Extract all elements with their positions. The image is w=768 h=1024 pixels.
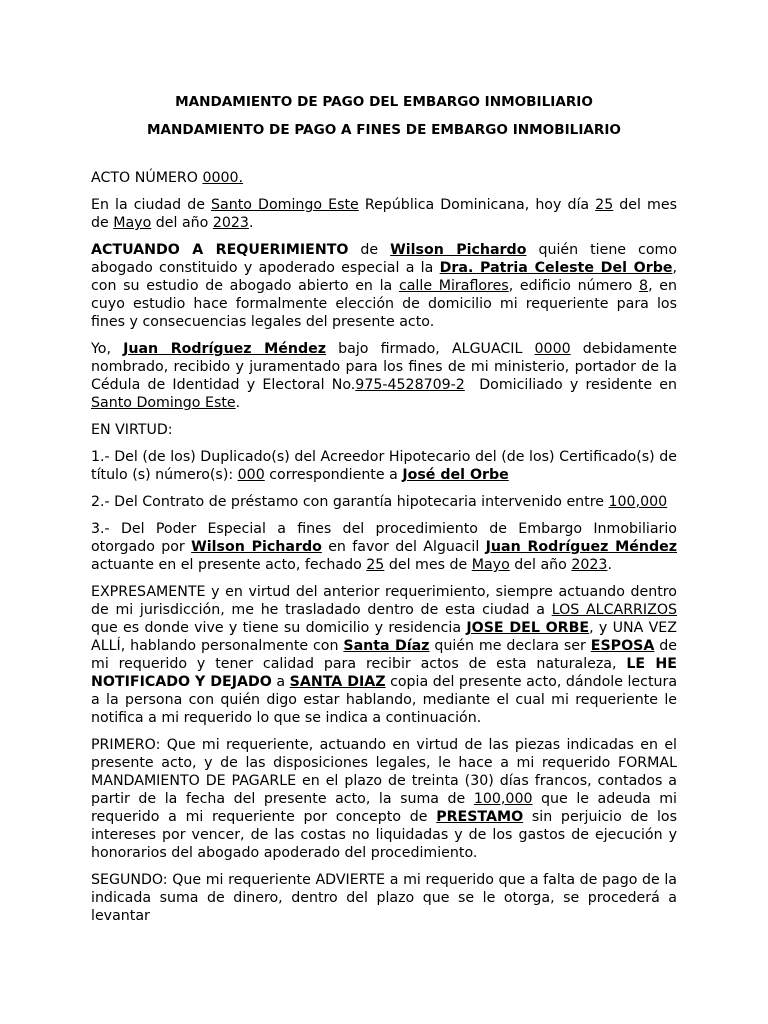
paragraph-expresamente: EXPRESAMENTE y en virtud del anterior requerimiento, siempre actuando dentro de mi jurisdicción, me he trasladado dentro de esta ciudad a LOS ALCARRIZOS que es donde vive y tiene su domicilio y residencia JOSE DEL ORBE, y UNA VEZ ALLÍ, hablando personalmente con Santa Díaz quién me declara ser ESPOSA de mi requerido y tener calidad para recibir actos de esta naturaleza, LE HE NOTIFICADO Y DEJADO a SANTA DIAZ copia del presente acto, dándole lectura a la persona con quién digo estar hablando, mediante el cual mi requeriente le notifica a mi requerido lo que se indica a continuación. [91, 584, 678, 726]
acto-number: ACTO NÚMERO 0000. [91, 170, 244, 186]
month-value: Mayo [113, 215, 152, 231]
alguacil-name: Juan Rodríguez Méndez [123, 341, 326, 357]
acto-number-value: 0000. [202, 170, 244, 186]
titular-name: José del Orbe [402, 467, 509, 483]
requirente-name: Wilson Pichardo [390, 242, 527, 258]
document-subtitle: MANDAMIENTO DE PAGO A FINES DE EMBARGO INMOBILIARIO [147, 122, 621, 138]
contrato-monto: 100,000 [608, 494, 668, 510]
paragraph-primero: PRIMERO: Que mi requeriente, actuando en virtud de las piezas indicadas en el presente acto, y de las disposiciones legales, le hace a mi requerido FORMAL MANDAMIENTO DE PAGARLE en el plazo de treinta (30) días francos, contados a partir de la fecha del presente acto, la suma de 100,000 que le adeuda mi requerido a mi requeriente por concepto de PRESTAMO sin perjuicio de los intereses por vencer, de las costas no liquidadas y de los gastos de ejecución y honorarios del abogado apoderado del procedimiento. [91, 737, 677, 861]
item3-alguacil: Juan Rodríguez Méndez [485, 539, 677, 555]
year-value: 2023 [212, 215, 249, 231]
requerimiento-lead: ACTUANDO A REQUERIMIENTO [91, 242, 349, 258]
calidad-value: ESPOSA [590, 638, 655, 654]
concepto-value: PRESTAMO [436, 809, 524, 825]
document-title: MANDAMIENTO DE PAGO DEL EMBARGO INMOBILIARIO [175, 94, 593, 110]
notificado-text: LE HE NOTIFICADO Y DEJADO [91, 656, 677, 690]
item-1: 1.- Del (de los) Duplicado(s) del Acreedor Hipotecario del (de los) Certificado(s) de título (s) número(s): 000 correspondiente a José del Orbe [91, 449, 677, 483]
certificado-number: 000 [237, 467, 265, 483]
item3-year: 2023 [571, 557, 608, 573]
alguacil-number: 0000 [534, 341, 571, 357]
item3-day: 25 [366, 557, 385, 573]
requerido-name: JOSE DEL ORBE [466, 620, 590, 636]
day-value: 25 [595, 197, 614, 213]
calle-value: calle Miraflores [398, 278, 509, 294]
paragraph-requerimiento: ACTUANDO A REQUERIMIENTO de Wilson Pichardo quién tiene como abogado constituido y apoderado especial a la Dra. Patria Celeste Del Orbe, con su estudio de abogado abierto en la calle Miraflores, edificio número 8, en cuyo estudio hace formalmente elección de domicilio mi requeriente para los fines y consecuencias legales del presente acto. [91, 242, 677, 330]
item3-month: Mayo [471, 557, 510, 573]
abogada-name: Dra. Patria Celeste Del Orbe [439, 260, 673, 276]
item-3: 3.- Del Poder Especial a fines del procedimiento de Embargo Inmobiliario otorgado por Wilson Pichardo en favor del Alguacil Juan Rodríguez Méndez actuante en el presente acto, fechado 25 del mes de Mayo del año 2023. [91, 521, 677, 573]
cedula-value: 975-4528709-2 [355, 377, 465, 393]
edificio-value: 8 [639, 278, 649, 294]
paragraph-alguacil: Yo, Juan Rodríguez Méndez bajo firmado, ALGUACIL 0000 debidamente nombrado, recibido y juramentado para los fines de mi ministerio, portador de la Cédula de Identidad y Electoral No.975-4528709-2 Domiciliado y residente en Santo Domingo Este. [91, 341, 682, 411]
persona-name: Santa Díaz [343, 638, 430, 654]
city-value: Santo Domingo Este [211, 197, 359, 213]
alguacil-city: Santo Domingo Este [91, 395, 236, 411]
paragraph-lugar-fecha: En la ciudad de Santo Domingo Este República Dominicana, hoy día 25 del mes de Mayo del año 2023. [91, 197, 677, 231]
persona-name-upper: SANTA DIAZ [289, 674, 386, 690]
en-virtud-heading: EN VIRTUD: [91, 422, 173, 438]
item-2: 2.- Del Contrato de préstamo con garantía hipotecaria intervenido entre 100,000 [91, 494, 668, 510]
lugar-value: LOS ALCARRIZOS [551, 602, 677, 618]
paragraph-segundo: SEGUNDO: Que mi requeriente ADVIERTE a mi requerido que a falta de pago de la indicada suma de dinero, dentro del plazo que se le otorga, se procederá a levantar [91, 872, 677, 924]
item3-requirente: Wilson Pichardo [191, 539, 322, 555]
primero-monto: 100,000 [473, 791, 533, 807]
